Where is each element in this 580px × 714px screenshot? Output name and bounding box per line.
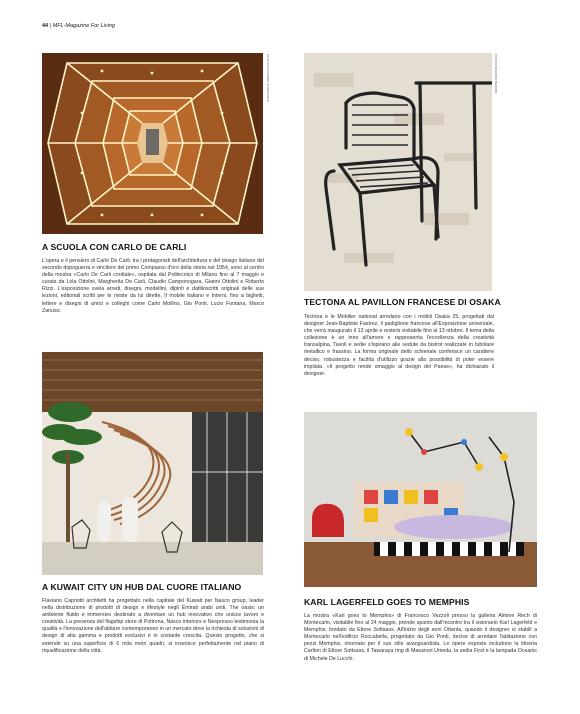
article-body-memphis: La mostra «Karl goes to Memphis» di Francesco Vezzoli presso la galleria Almine Rech di Montecarlo, visitabile fino al 24 maggio, prende spunto dall'incontro tra il visionario Karl Lagerfeld e Memphis, fondato da Ettore Sottsass. All'inizio degli anni Ottanta, quando il designer si stabilì a Montecarlo nell'edificio Roccabella, progettato da Gio Ponti, decise di arredare l'abitazione con pezzi Memphis, rinomato per il suo stile avanguardista. Le opere esposte includono la libreria Carlton di Ettore Sottsass, il Tawaraya ring di Masanori Umeda, la sedia First e la lampada Oceanic di Michele De Lucchi. <box>304 613 537 662</box>
article-body-de-carli: L'opera e il pensiero di Carlo De Carli, tra i protagonisti dell'architettura e del design italiano del secondo dopoguerra e vincitore del primo Compasso d'oro della storia nel 1954, sono al centro della mostra «Carlo De Carli cordiale», ospitata dal Politecnico di Milano fino al 7 maggio e curata da Lola Ottolini, Margherita De Carli, Claudio Camponogara, Gianni Ottolini e Roberto Rizzi. L'esposizione svela arredi, disegni, modellini, dipinti e dattiloscritti originali delle sue lezioni, editoriali scritti per le riviste da lui dirette, Il mobile italiano e Interni, fino a biglietti, lettere e disegni di amici e colleghi come Carlo Mollino, Gio Ponti, Lucio Fontana, Marco Zanuso. <box>42 258 264 314</box>
kuwait-hub-photo <box>42 352 263 575</box>
photo-credit-1: PHOTO GIOVANNI CARNASCA <box>266 54 270 102</box>
article-title-kuwait: A KUWAIT CITY UN HUB DAL CUORE ITALIANO <box>42 582 242 592</box>
page-number: 44 <box>42 23 49 29</box>
page-header <box>42 23 115 29</box>
photo-credit-2: PHOTO MARION BERRIN <box>494 54 498 94</box>
article-body-tectona: Tectona e le Mobilier national arredano con i mobili Osaka 25, progettati dal designer Jean-Baptiste Fastrez, il padiglione francese all'Esposizione universale, che verrà inaugurato il 13 aprile e resterà visitabile fino al 13 ottobre. Il tema della collezione è un inno all'amore e rappresenta l'eccellenza della creatività transalpina. Tavoli e sedie s'ispirano alle sedute da bistrot realizzate in tubolare metallico e frassino. La forma originale dello schienale conferisce un carattere deciso, robustezza e facilità d'utilizzo grazie alla possibilità di poter essere impilata. «Il progetto rende omaggio al design del Paese», ha dichiarato il designer. <box>304 314 494 377</box>
magazine-name: MFL-Magazine For Living <box>52 23 115 29</box>
article-body-kuwait: Flaviano Capriotti architetti ha progettato nella capitale del Kuwait per Nasco group, leader nella distribuzione di prodotti di design e lifestyle negli Emirati arabi uniti, The oasis: un ambiente fluido e immersivo destinato a diventare un hub innovativo che unisce lavoro e creatività. La presenza del flagship store di Poltrona, Nasco interiors e Nespresso testimonia la qualità e l'innovazione dell'abitare contemporaneo in un mercato dove la richiesta di soluzioni di design di alta gamma e prodotti esclusivi è in costante crescita. Questo progetto, che si estende su una superficie di 6 mila metri quadri, si inserisce perfettamente nel piano di riqualificazione della città. <box>42 598 264 654</box>
tectona-chair-photo <box>304 53 492 291</box>
carlo-de-carli-photo <box>42 53 263 234</box>
article-title-de-carli: A SCUOLA CON CARLO DE CARLI <box>42 242 187 252</box>
article-title-memphis: KARL LAGERFELD GOES TO MEMPHIS <box>304 597 470 607</box>
memphis-exhibition-photo <box>304 412 537 587</box>
header-separator: | <box>49 23 52 29</box>
article-title-tectona: TECTONA AL PAVILLON FRANCESE DI OSAKA <box>304 297 501 307</box>
